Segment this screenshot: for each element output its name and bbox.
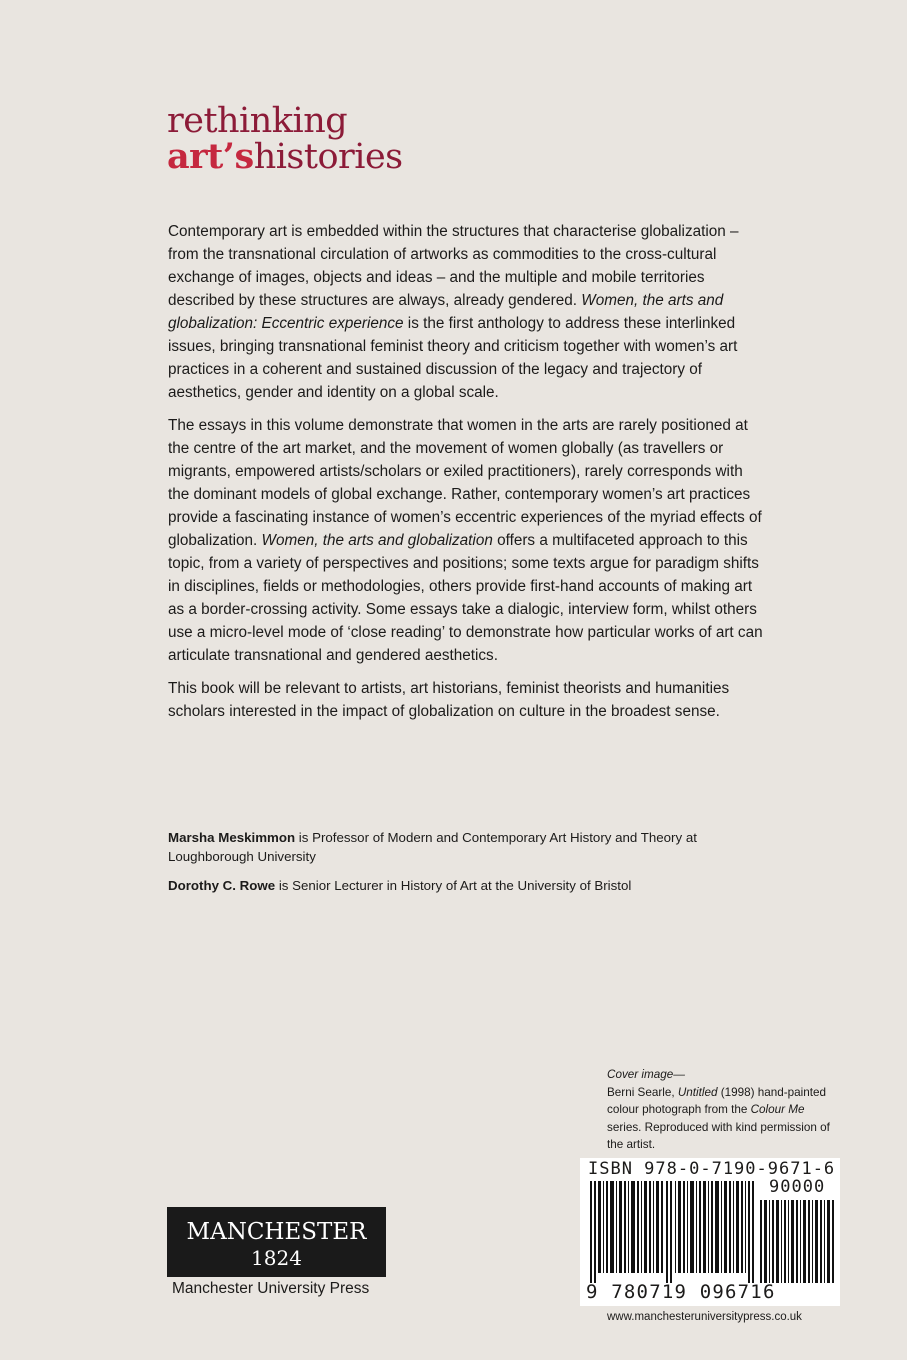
barcode-addon-bars [760, 1200, 834, 1283]
book-title: Women, the arts and globalization: Eccentric experience [168, 292, 724, 332]
author-bio: Marsha Meskimmon is Professor of Modern and Contemporary Art History and Theory at Loughborough University [168, 830, 697, 864]
publisher-logo [167, 1207, 386, 1277]
series-logo [167, 101, 403, 177]
publisher-name: Manchester University Press [172, 1280, 370, 1297]
publisher-website: www.manchesteruniversitypress.co.uk [607, 1311, 802, 1323]
book-title-short: Women, the arts and globalization [261, 532, 493, 549]
blurb-paragraph-3: This book will be relevant to artists, art historians, feminist theorists and humanities scholars interested in the impact of globalization on culture in the broadest sense. [168, 680, 730, 720]
author-bios [168, 828, 748, 905]
blurb-paragraph-1: Contemporary art is embedded within the structures that characterise globalization – from the transnational circulation of artworks as commodities to the cross-cultural exchange of images, objects and ideas – and the multiple and mobile territories described by these structures are always, already gendered. Women, the arts and globalization: Eccentric experience is the first anthology to address these interlinked issues, bringing transnational feminist theory and criticism together with women’s art practices in a coherent and sustained discussion of the legacy and trajectory of aesthetics, gender and identity on a global scale. [168, 223, 739, 401]
ean-digits: 9 780719 096716 [586, 1281, 776, 1303]
series-logo-arts: art’s [167, 136, 254, 177]
series-logo-line1: rethinking [167, 101, 348, 141]
blurb [168, 220, 768, 733]
barcode-addon-number: 90000 [769, 1177, 826, 1197]
isbn-label: ISBN 978-0-7190-9671-6 [588, 1159, 836, 1179]
caption-heading: Cover image— [607, 1068, 685, 1081]
series-logo-histories: histories [253, 137, 403, 177]
publisher-logo-line1: MANCHESTER [186, 1219, 367, 1245]
author-bio: Dorothy C. Rowe is Senior Lecturer in History of Art at the University of Bristol [168, 878, 632, 893]
publisher-logo-line2: 1824 [251, 1246, 302, 1270]
barcode-bars [590, 1181, 758, 1283]
barcode [580, 1158, 840, 1306]
blurb-paragraph-2: The essays in this volume demonstrate that women in the arts are rarely positioned at the centre of the art market, and the movement of women globally (as travellers or migrants, empowered artists/scholars or exiled practitioners), rarely corresponds with the dominant models of global exchange. Rather, contemporary women’s art practices provide a fascinating instance of women’s eccentric experiences of the myriad effects of globalization. Women, the arts and globalization offers a multifaceted approach to this topic, from a variety of perspectives and positions; some texts argue for paradigm shifts in disciplines, fields or methodologies, others provide first-hand accounts of making art as a border-crossing activity. Some essays take a dialogic, interview form, whilst others use a micro-level mode of ‘close reading’ to demonstrate how particular works of art can articulate transnational and gendered aesthetics. [168, 417, 763, 664]
series-logo-line2 [167, 136, 403, 177]
cover-image-caption: Cover image— Berni Searle, Untitled (1998) hand-painted colour photograph from the Colour Me series. Reproduced with kind permission of the artist. [607, 1068, 830, 1151]
